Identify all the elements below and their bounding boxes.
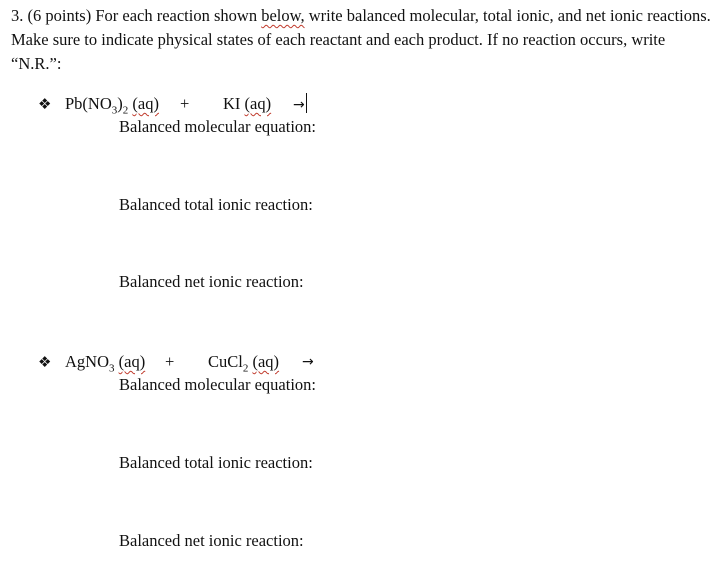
reaction-2-total-ionic-label: Balanced total ionic reaction: [119, 453, 313, 472]
question-rest: write balanced molecular, total ionic, and net ionic reactions. Make sure to indicate physical states of each reactant and each product. If no reaction occurs, write “N.R.”: [11, 6, 711, 73]
text-cursor [306, 93, 307, 113]
reaction-2-arrow: → [302, 354, 314, 370]
diamond-bullet-icon: ❖ [38, 95, 52, 113]
reaction-1-plus: + [180, 94, 190, 113]
reaction-2-plus: + [165, 352, 175, 371]
reaction-1-molecular-label: Balanced molecular equation: [119, 117, 317, 136]
reaction-1-net-ionic-label: Balanced net ionic reaction: [119, 272, 304, 291]
reaction-1-line [38, 93, 338, 115]
reaction-1-arrow[interactable]: → [293, 93, 307, 116]
question-prefix: 3. (6 points) For each reaction shown [11, 6, 262, 25]
reaction-2-line [38, 351, 338, 373]
diamond-bullet-icon: ❖ [38, 353, 52, 371]
reaction-2-net-ionic-label: Balanced net ionic reaction: [119, 531, 304, 550]
reaction-2-molecular-label: Balanced molecular equation: [119, 375, 317, 394]
reaction-1-reactant-1: $Pb(NO_3)_2$ (aq) [65, 94, 159, 117]
reaction-1-total-ionic-label: Balanced total ionic reaction: [119, 195, 313, 214]
spellcheck-word: below, [261, 6, 305, 25]
reaction-2-reactant-2: CuCl$_2$ (aq) [208, 352, 280, 375]
question-prompt [11, 4, 716, 76]
reaction-1-reactant-2: KI (aq) [223, 94, 272, 113]
reaction-2-reactant-1: AgNO$_3$ (aq) [65, 352, 146, 375]
